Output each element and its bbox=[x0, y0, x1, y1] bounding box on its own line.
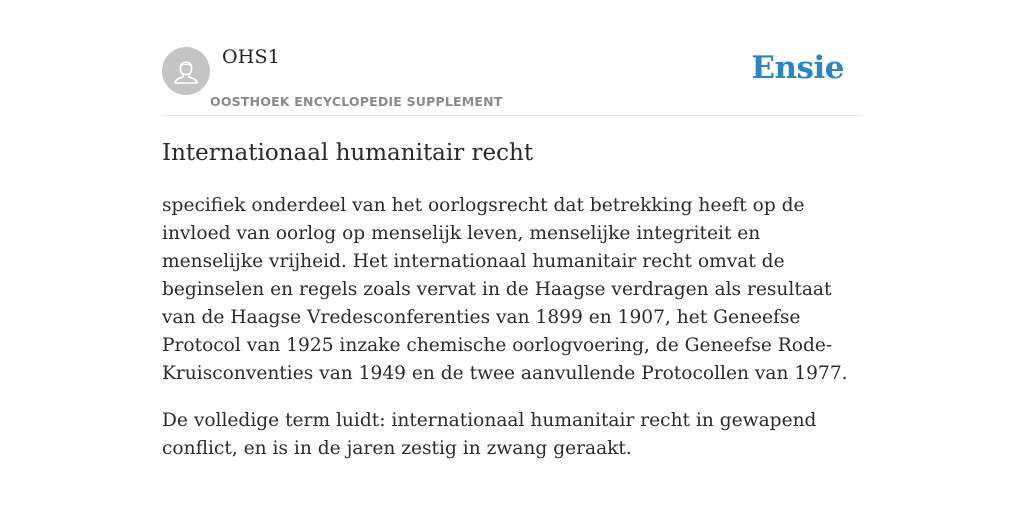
user-icon bbox=[162, 47, 210, 95]
header bbox=[162, 40, 862, 116]
avatar[interactable] bbox=[162, 47, 210, 95]
article-body bbox=[162, 192, 862, 482]
source-label[interactable]: OOSTHOEK ENCYCLOPEDIE SUPPLEMENT bbox=[210, 94, 503, 109]
article-paragraph: De volledige term luidt: internationaal humanitair recht in gewapend conflict, en is in de jaren zestig in zwang geraakt. bbox=[162, 410, 817, 459]
page-title: Internationaal humanitair recht bbox=[162, 140, 534, 166]
ensie-logo[interactable]: Ensie bbox=[751, 50, 844, 86]
article-paragraph: specifiek onderdeel van het oorlogsrecht dat betrekking heeft op de invloed van oorlog op menselijk leven, menselijke integriteit en menselijke vrijheid. Het internationaal humanitair recht omvat de beginselen en regels zoals vervat in de Haagse verdragen als resultaat van de Haagse Vredesconferenties van 1899 en 1907, het Geneefse Protocol van 1925 inzake chemische oorlogvoering, de Geneefse Rode-Kruisconventies van 1949 en de twee aanvullende Protocollen van 1977. bbox=[162, 195, 848, 384]
author-name[interactable]: OHS1 bbox=[222, 46, 281, 68]
